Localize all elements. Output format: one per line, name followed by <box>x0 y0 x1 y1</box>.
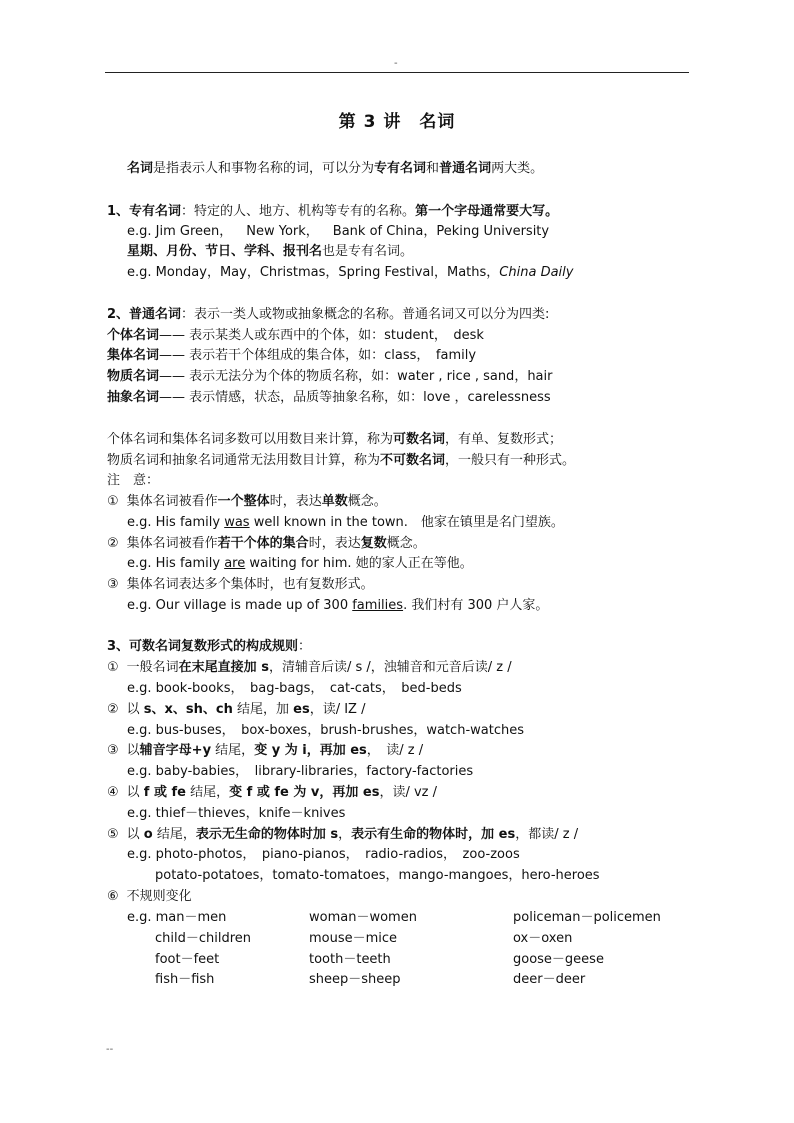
section-3-heading: 3、可数名词复数形式的构成规则： <box>107 639 312 654</box>
irregular-item: foot－feet <box>155 952 220 967</box>
uncountable-line: 物质名词和抽象名词通常无法用数目计算，称为不可数名词，一般只有一种形式。 <box>107 453 576 468</box>
footer-mark: -- <box>106 1044 114 1055</box>
common-noun-term: 普通名词 <box>439 161 492 176</box>
noun-type-row: 个体名词—— 表示某类人或东西中的个体，如：student， desk <box>107 328 484 343</box>
rule-2: ② 以 s、x、sh、ch 结尾，加 es，读/ IZ / <box>107 702 366 717</box>
countable-line: 个体名词和集体名词多数可以用数目来计算，称为可数名词，有单、复数形式； <box>107 432 563 447</box>
rule-4: ④ 以 f 或 fe 结尾，变 f 或 fe 为 v，再加 es，读/ vz / <box>107 785 437 800</box>
section-2-heading: 2、普通名词：表示一类人或物或抽象概念的名称。普通名词又可以分为四类: <box>107 307 550 322</box>
noun-type-row: 抽象名词—— 表示情感，状态，品质等抽象名称，如：love ，carelessness <box>107 390 551 405</box>
proper-noun-term: 专有名词 <box>374 161 427 176</box>
irregular-item: fish－fish <box>155 972 215 987</box>
irregular-item: goose－geese <box>513 952 604 967</box>
rule-6: ⑥ 不规则变化 <box>107 889 192 904</box>
section-1-note: 星期、月份、节日、学科、报刊名也是专有名词。 <box>127 244 414 259</box>
note-item-3-example: e.g. Our village is made up of 300 families. 我们村有 300 户人家。 <box>127 598 549 613</box>
irregular-item: tooth－teeth <box>309 952 391 967</box>
note-item-1-example: e.g. His family was well known in the town. 他家在镇里是名门望族。 <box>127 515 564 530</box>
section-1-heading: 1、专有名词：特定的人、地方、机构等专有的名称。第一个字母通常要大写。 <box>107 204 559 219</box>
irregular-item: mouse－mice <box>309 931 398 946</box>
header-rule <box>105 72 689 73</box>
irregular-item: sheep－sheep <box>309 972 401 987</box>
irregular-item: deer－deer <box>513 972 586 987</box>
noun-type-row: 集体名词—— 表示若干个体组成的集合体，如：class， family <box>107 348 477 363</box>
irregular-item: policeman－policemen <box>513 910 661 925</box>
rule-5: ⑤ 以 o 结尾，表示无生命的物体时加 s，表示有生命的物体时，加 es，都读/ z / <box>107 827 579 842</box>
section-1-example-2: e.g. Monday，May，Christmas，Spring Festival，Maths，China Daily <box>127 265 574 280</box>
page-title: 第 3 讲 名词 <box>338 112 456 132</box>
irregular-item: ox－oxen <box>513 931 573 946</box>
irregular-item: child－children <box>155 931 252 946</box>
rule-1: ① 一般名词在末尾直接加 s，清辅音后读/ s /，浊辅音和元音后读/ z / <box>107 660 512 675</box>
rule-5-example-2: potato-potatoes，tomato-tomatoes，mango-mangoes，hero-heroes <box>155 868 600 883</box>
noun-type-row: 物质名词—— 表示无法分为个体的物质名称，如：water , rice , sand，hair <box>107 369 553 384</box>
rule-2-example: e.g. bus-buses， box-boxes，brush-brushes，watch-watches <box>127 723 524 738</box>
rule-4-example: e.g. thief－thieves，knife－knives <box>127 806 346 821</box>
header-mark: - <box>394 58 398 69</box>
note-item-2: ② 集体名词被看作若干个体的集合时，表达复数概念。 <box>107 536 426 551</box>
rule-1-example: e.g. book-books， bag-bags， cat-cats， bed-beds <box>127 681 462 696</box>
rule-3-example: e.g. baby-babies， library-libraries，factory-factories <box>127 764 474 779</box>
irregular-item: e.g. man－men <box>127 910 227 925</box>
intro-term: 名词 <box>127 161 154 176</box>
rule-3: ③ 以辅音字母+y 结尾，变 y 为 i，再加 es， 读/ z / <box>107 743 424 758</box>
note-label: 注 意： <box>107 473 160 488</box>
note-item-1: ① 集体名词被看作一个整体时，表达单数概念。 <box>107 494 387 509</box>
note-item-2-example: e.g. His family are waiting for him. 她的家人正在等他。 <box>127 556 473 571</box>
irregular-item: woman－women <box>309 910 417 925</box>
section-1-example-1: e.g. Jim Green， New York， Bank of China，Peking University <box>127 224 550 239</box>
rule-5-example-1: e.g. photo-photos， piano-pianos， radio-radios， zoo-zoos <box>127 847 520 862</box>
note-item-3: ③ 集体名词表达多个集体时，也有复数形式。 <box>107 577 374 592</box>
intro-line: 名词是指表示人和事物名称的词，可以分为专有名词和普通名词两大类。 <box>127 161 544 176</box>
